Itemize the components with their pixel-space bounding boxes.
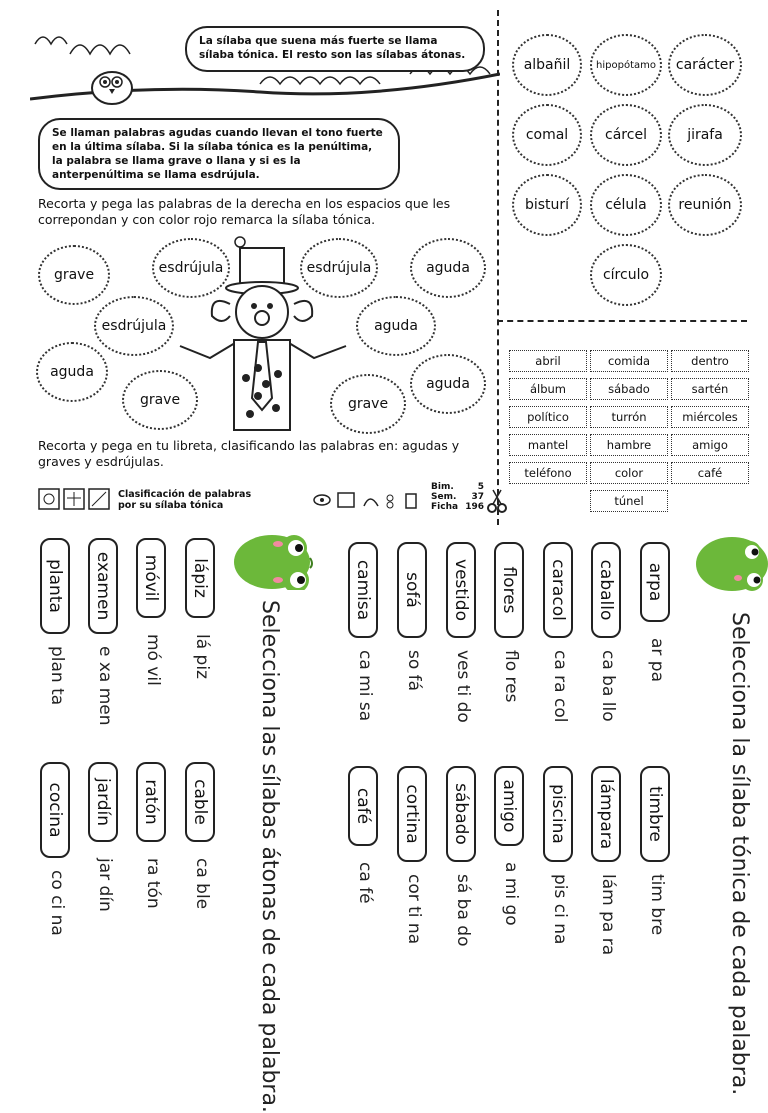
tonica-word-flores[interactable]: flores — [494, 542, 524, 638]
frog-icon — [232, 528, 318, 590]
tonica-word-timbre[interactable]: timbre — [640, 766, 670, 862]
bird-icon — [82, 62, 142, 108]
clown-circle-6[interactable]: aguda — [356, 296, 436, 356]
word-card-7[interactable]: político — [509, 406, 587, 428]
tonica-word-caballo[interactable]: caballo — [591, 542, 621, 638]
word-circle-jirafa[interactable]: jirafa — [668, 104, 742, 166]
atonas-word-planta[interactable]: planta — [40, 538, 70, 634]
instruction-classify: Recorta y pega en tu libreta, clasificando las palabras en: agudas y graves y esdrújulas. — [38, 438, 460, 469]
clown-illustration — [170, 228, 360, 438]
footer-icons — [38, 488, 112, 510]
tonica-syllables-camisa[interactable]: ca mi sa — [355, 650, 375, 722]
frog-icon-2 — [688, 532, 768, 594]
word-circle-reunion[interactable]: reunión — [668, 174, 742, 236]
ficha-label: Ficha — [431, 502, 459, 512]
atonas-word-raton[interactable]: ratón — [136, 762, 166, 842]
tonica-word-camisa[interactable]: camisa — [348, 542, 378, 638]
bim-value: 5 — [477, 482, 484, 492]
word-circle-hipopotamo[interactable]: hipopótamo — [590, 34, 662, 96]
word-card-12[interactable]: amigo — [671, 434, 749, 456]
clown-circle-10[interactable]: grave — [330, 374, 406, 434]
atonas-word-jardin[interactable]: jardín — [88, 762, 118, 842]
word-circle-bisturi[interactable]: bisturí — [512, 174, 582, 236]
atonas-word-cable[interactable]: cable — [185, 762, 215, 842]
sem-value: 37 — [471, 492, 484, 502]
atonas-syllables-cocina[interactable]: co ci na — [47, 870, 67, 936]
word-card-15[interactable]: café — [671, 462, 749, 484]
sheet-tonica-title: Selecciona la sílaba tónica de cada palabra. — [727, 612, 752, 1096]
word-card-9[interactable]: miércoles — [671, 406, 749, 428]
sem-label: Sem. — [431, 492, 457, 502]
tonica-word-vestido[interactable]: vestido — [446, 542, 476, 638]
tonica-word-cafe[interactable]: café — [348, 766, 378, 846]
word-card-6[interactable]: sartén — [671, 378, 749, 400]
atonas-word-examen[interactable]: examen — [88, 538, 118, 634]
word-card-2[interactable]: comida — [590, 350, 668, 372]
atonas-syllables-jardin[interactable]: jar dín — [95, 858, 115, 912]
ficha-value: 196 — [465, 502, 484, 512]
clown-circle-3[interactable]: esdrújula — [300, 238, 378, 298]
clown-circle-4[interactable]: aguda — [410, 238, 486, 298]
instruction-cut-paste: Recorta y pega las palabras de la derecha en los espacios que les correpondan y con color rojo remarca la sílaba tónica. — [38, 196, 451, 227]
clown-circle-2[interactable]: esdrújula — [152, 238, 230, 298]
tonica-syllables-cortina[interactable]: cor ti na — [404, 874, 424, 945]
atonas-word-movil[interactable]: móvil — [136, 538, 166, 618]
tonica-syllables-caracol[interactable]: ca ra col — [550, 650, 570, 723]
tonica-syllables-piscina[interactable]: pis ci na — [550, 874, 570, 945]
clown-circle-7[interactable]: aguda — [36, 342, 108, 402]
tonica-word-cortina[interactable]: cortina — [397, 766, 427, 862]
sheet-atonas-title: Selecciona las sílabas átonas de cada palabra. — [257, 600, 282, 1113]
tonica-word-caracol[interactable]: caracol — [543, 542, 573, 638]
activity-icons — [312, 490, 422, 510]
word-card-8[interactable]: turrón — [590, 406, 668, 428]
speech-bubble-definitions: Se llaman palabras agudas cuando llevan el tono fuerte en la última sílaba. Si la sílaba tónica es la penúltima, la palabra se llama grave o llana y si es la anterpenúltima se llama esdrújula. — [38, 118, 400, 190]
footer-label: Clasificación de palabras por su sílaba tónica — [118, 489, 252, 511]
tonica-syllables-vestido[interactable]: ves ti do — [453, 650, 473, 723]
tonica-syllables-flores[interactable]: flo res — [501, 650, 521, 703]
tonica-word-arpa[interactable]: arpa — [640, 542, 670, 622]
word-card-4[interactable]: álbum — [509, 378, 587, 400]
tonica-word-amigo[interactable]: amigo — [494, 766, 524, 846]
word-circle-caracter[interactable]: carácter — [668, 34, 742, 96]
word-card-3[interactable]: dentro — [671, 350, 749, 372]
clown-circle-5[interactable]: esdrújula — [94, 296, 174, 356]
worksheet-top — [0, 0, 768, 528]
clown-circle-8[interactable]: aguda — [410, 354, 486, 414]
word-card-11[interactable]: hambre — [590, 434, 668, 456]
word-card-1[interactable]: abril — [509, 350, 587, 372]
word-circle-carcel[interactable]: cárcel — [590, 104, 662, 166]
word-card-5[interactable]: sábado — [590, 378, 668, 400]
word-card-13[interactable]: teléfono — [509, 462, 587, 484]
tonica-syllables-amigo[interactable]: a mi go — [501, 862, 521, 926]
tonica-syllables-lampara[interactable]: lám pa ra — [598, 874, 618, 956]
atonas-word-cocina[interactable]: cocina — [40, 762, 70, 858]
atonas-word-lapiz[interactable]: lápiz — [185, 538, 215, 618]
atonas-syllables-movil[interactable]: mó vil — [143, 634, 163, 686]
tonica-syllables-sabado[interactable]: sá ba do — [453, 874, 473, 947]
tonica-syllables-cafe[interactable]: ca fé — [355, 862, 375, 904]
cut-line-vertical — [497, 10, 499, 525]
tonica-word-lampara[interactable]: lámpara — [591, 766, 621, 862]
tonica-word-sofa[interactable]: sofá — [397, 542, 427, 638]
tonica-syllables-caballo[interactable]: ca ba llo — [598, 650, 618, 722]
word-card-10[interactable]: mantel — [509, 434, 587, 456]
tonica-syllables-arpa[interactable]: ar pa — [647, 638, 667, 683]
word-circle-albanil[interactable]: albañil — [512, 34, 582, 96]
clown-circle-1[interactable]: grave — [38, 245, 110, 305]
atonas-syllables-lapiz[interactable]: lá piz — [192, 634, 212, 679]
word-card-16[interactable]: túnel — [590, 490, 668, 512]
atonas-syllables-planta[interactable]: plan ta — [47, 646, 67, 706]
tonica-syllables-timbre[interactable]: tim bre — [647, 874, 667, 936]
speech-bubble-tonica: La sílaba que suena más fuerte se llama sílaba tónica. El resto son las sílabas átonas. — [185, 26, 485, 72]
word-card-14[interactable]: color — [590, 462, 668, 484]
word-circle-comal[interactable]: comal — [512, 104, 582, 166]
tonica-word-piscina[interactable]: piscina — [543, 766, 573, 862]
word-circle-celula[interactable]: célula — [590, 174, 662, 236]
cut-line-horizontal — [497, 320, 747, 322]
tonica-syllables-sofa[interactable]: so fá — [404, 650, 424, 692]
atonas-syllables-raton[interactable]: ra tón — [143, 858, 163, 909]
tonica-word-sabado[interactable]: sábado — [446, 766, 476, 862]
clown-circle-9[interactable]: grave — [122, 370, 198, 430]
word-circle-circulo[interactable]: círculo — [590, 244, 662, 306]
atonas-syllables-examen[interactable]: e xa men — [95, 646, 115, 726]
atonas-syllables-cable[interactable]: ca ble — [192, 858, 212, 910]
bim-label: Bim. — [431, 482, 454, 492]
